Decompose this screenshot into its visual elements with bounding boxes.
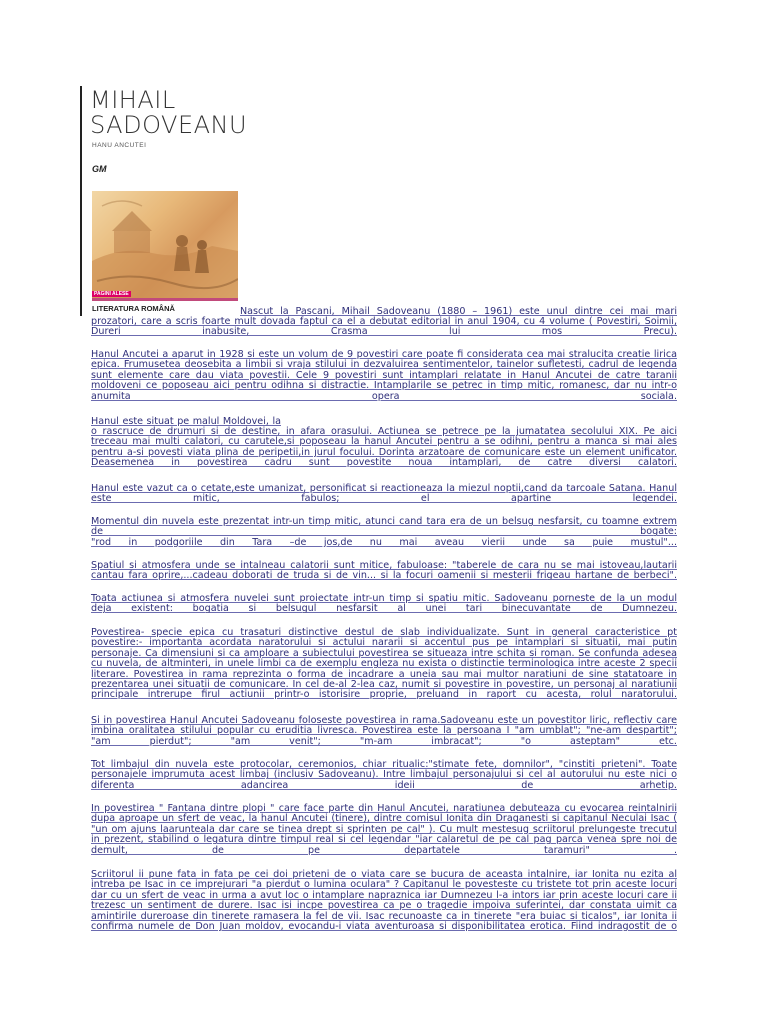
text-line: Momentul din nuvela este prezentat intr-un timp mitic, atunci cand tara era de un belsug nesfarsit, cu toamne extrem bbox=[91, 516, 677, 527]
text-line: epica. Frumusetea deosebita a limbii si vraja stilului in dezvaluirea sentimentelor, tainelor sufletesti, cadrul de legenda bbox=[91, 359, 677, 371]
article-paragraph bbox=[91, 594, 677, 615]
text-line: Deasemenea in povestirea cadru sunt povestite noua intamplari, de catre diversi calatori. bbox=[91, 457, 677, 469]
cover-author-name: MIHAIL SADOVEANU bbox=[90, 86, 248, 139]
text-line: "rod in podgoriile din Tara –de jos,de nu mai aveau vierii unde sa puie mustul"... bbox=[91, 536, 677, 548]
text-line: dupa aproape un sfert de veac, la hanul Ancutei (tinere), dintre comisul Ionita din Draganesti si capitanul Neculai Isac ( bbox=[91, 813, 677, 825]
text-line: Hanul Ancutei a aparut in 1928 si este un volum de 9 povestiri care poate fi considerata cea mai stralucita creatie lirica bbox=[91, 349, 677, 360]
text-line: povestire:- importanta acordata naratorului si actului nararii si accentul pus pe intamplari si situatii, mai putin bbox=[91, 637, 677, 649]
article-paragraph bbox=[91, 350, 677, 402]
cover-book-title: HANU ANCUTEI bbox=[92, 142, 147, 149]
article-paragraph bbox=[91, 716, 677, 747]
article-paragraph bbox=[91, 517, 677, 548]
book-cover-image bbox=[80, 86, 248, 316]
article-paragraph bbox=[91, 317, 677, 338]
article-paragraph bbox=[91, 870, 677, 932]
text-line: imbina oralitatea stilului popular cu eruditia livresca. Povestirea este la persoana I "am umblat"; "ne-am despartit"; bbox=[91, 725, 677, 737]
text-line: diferenta adancirea ideii de arhetip. bbox=[91, 779, 677, 791]
text-line: dar cu un sfert de veac in urma a avut loc o intamplare napraznica iar Dumnezeu l-a intors iar prin aceste locuri care ii bbox=[91, 889, 677, 901]
text-line: prozatori, care a scris foarte mult dovada faptul ca el a debutat editorial in anul 1904, cu 4 volume ( Povestiri, Soimii, bbox=[91, 316, 677, 327]
cover-series-name: LITERATURA ROMÂNĂ bbox=[92, 304, 175, 313]
text-line: Spatiul si atmosfera unde se intalneau calatorii sunt mitice, fabuloase: "taberele de cara nu se mai istoveau,lautarii bbox=[91, 560, 677, 571]
cover-series-band bbox=[92, 298, 238, 301]
text-line: intreba pe Isac in ce imprejurari "a pierdut o lumina oculara" ? Capitanul le povesteste cu tristete tot prin aceste locuri bbox=[91, 879, 677, 891]
text-line: Povestirea- specie epica cu trasaturi distinctive destul de slab individualizate. Sunt in general caracteristice pt bbox=[91, 627, 677, 638]
text-line: trezesc un sentiment de durere. Isac isi incpe povestirea ca pe o tragedie impoiva suferintei, dar constata uimit ca bbox=[91, 900, 677, 912]
text-line: amintirile dureroase din tinerete ramasera la fel de vii. Isac recunoaste ca in tinerete "era buiac si ticalos", iar Ionita ii bbox=[91, 910, 677, 922]
article-paragraph bbox=[91, 561, 677, 582]
article-paragraph bbox=[91, 427, 677, 469]
text-line: deja existent: bogatia si belsugul nesfarsit al unei tari binecuvantate de Dumnezeu. bbox=[91, 603, 677, 615]
text-line: moldoveni ce poposeau aici pentru odihna si distractie. Intamplarile se petrec in timp mitic, romanesc, dar nu intr-o bbox=[91, 380, 677, 392]
text-line: este mitic, fabulos; el apartine legendei. bbox=[91, 493, 677, 505]
text-line: Hanul este situat pe malul Moldovei, la bbox=[91, 416, 281, 427]
text-line: cu nuvela, de altminteri, in unele limbi ca de exemplu engleza nu exista o distinctie terminologica intre aceste 2 specii bbox=[91, 658, 677, 670]
text-line: prezentarea unei situatii de comunicare. In cel de-al 2-lea caz, numit si povestire in povestire, un personaj al naratiunii bbox=[91, 679, 677, 691]
publisher-logo: GM bbox=[92, 164, 107, 174]
article-paragraph bbox=[91, 628, 677, 701]
article-paragraph bbox=[91, 804, 677, 856]
text-line: personajele imprumuta acest limbaj (inclusiv Sadoveanu). Intre limbajul personajului si cel al autorului nu este nici o bbox=[91, 769, 677, 781]
article-paragraph bbox=[91, 484, 677, 505]
text-line: pentru a-si povesti viata plina de peripetii,in jurul focului. Dorinta arzatoare de comunicare este un element unificator. bbox=[91, 446, 677, 458]
text-line: "am pierdut"; "am venit"; "m-am imbracat"; "o asteptam" etc. bbox=[91, 735, 677, 747]
text-line: in prezent, stabilind o legatura dintre timpul real si cel legendar "iar calaretul de pe cal pag parca venea spre noi de bbox=[91, 834, 677, 846]
text-line: Dureri inabusite, Crasma lui mos Precu). bbox=[91, 326, 677, 338]
text-line: anumita opera sociala. bbox=[91, 390, 677, 402]
text-line: principale intrerupe firul actiunii printr-o istorisire proprie, preluand in raport cu acesta, rolul naratorului. bbox=[91, 689, 677, 701]
text-line: personaje. Ca dimensiuni si ca amploare a subiectului povestirea se situeaza intre schita si roman. Se confunda adesea bbox=[91, 647, 677, 659]
text-line: Scriitorul ii pune fata in fata pe cei doi prieteni de o viata care se bucura de aceasta intalnire, iar Ionita nu ezita al bbox=[91, 869, 677, 880]
text-line: sunt elemente care dau viata povestii. Cele 9 povestiri sunt intamplari relatate in Hanul Ancutei de catre taranii bbox=[91, 369, 677, 381]
text-line: Tot limbajul din nuvela este protocolar, ceremonios, chiar ritualic:"stimate fete, domnilor", "cinstiti prieteni". Toate bbox=[91, 759, 677, 770]
text-line: confirma numele de Don Juan moldov, evocandu-i viata aventuroasa si disponibilitatea erotica. Fiind indragostit de o bbox=[91, 921, 677, 933]
cover-painting bbox=[92, 191, 238, 299]
text-line: literare. Povestirea in rama reprezinta o forma de incadrare a uneia sau mai multor naratiuni de sine statatoare in bbox=[91, 668, 677, 680]
text-line: Si in povestirea Hanul Ancutei Sadoveanu foloseste povestirea in rama.Sadoveanu este un povestitor liric, reflectiv care bbox=[91, 715, 677, 726]
text-line: Hanul este vazut ca o cetate,este umanizat, personificat si reactioneaza la miezul noptii,cand da tarcoale Satana. Hanul bbox=[91, 483, 677, 494]
text-line: Nascut la Pascani, Mihail Sadoveanu (1880 – 1961) este unul dintre cei mai mari bbox=[240, 306, 677, 317]
text-line: o rascruce de drumuri si de destine, in afara orasului. Actiunea se petrece pe la jumatatea secolului XIX. Pe aici bbox=[91, 426, 677, 437]
cover-series-label: PAGINI ALESE bbox=[94, 291, 129, 297]
text-line: Toata actiunea si atmosfera nuvelei sunt proiectate intr-un timp si spatiu mitic. Sadoveanu porneste de la un modul bbox=[91, 593, 677, 604]
cover-border-line bbox=[80, 86, 82, 316]
text-line: "un om ajuns laarunteala dar care se tinea drept si sprinten pe cal" ). Cu mult mestesug scriitorul prelungeste trecutul bbox=[91, 823, 677, 835]
text-line: de bogate: bbox=[91, 526, 677, 538]
text-line: cantau fara oprire,...cadeau doborati de truda si de vin... si la focuri oamenii si mesterii frigeau hartane de berbeci". bbox=[91, 570, 677, 582]
article-paragraph bbox=[91, 760, 677, 791]
text-line: In povestirea " Fantana dintre plopi " care face parte din Hanul Ancutei, naratiunea debuteaza cu evocarea reintalnirii bbox=[91, 803, 677, 814]
text-line: treceau mai multi calatori, cu carutele,si poposeau la hanul Ancutei pentru a se odihni, pentru a manca si mai ales bbox=[91, 436, 677, 448]
text-line: demult, de pe departatele taramuri" . bbox=[91, 844, 677, 856]
